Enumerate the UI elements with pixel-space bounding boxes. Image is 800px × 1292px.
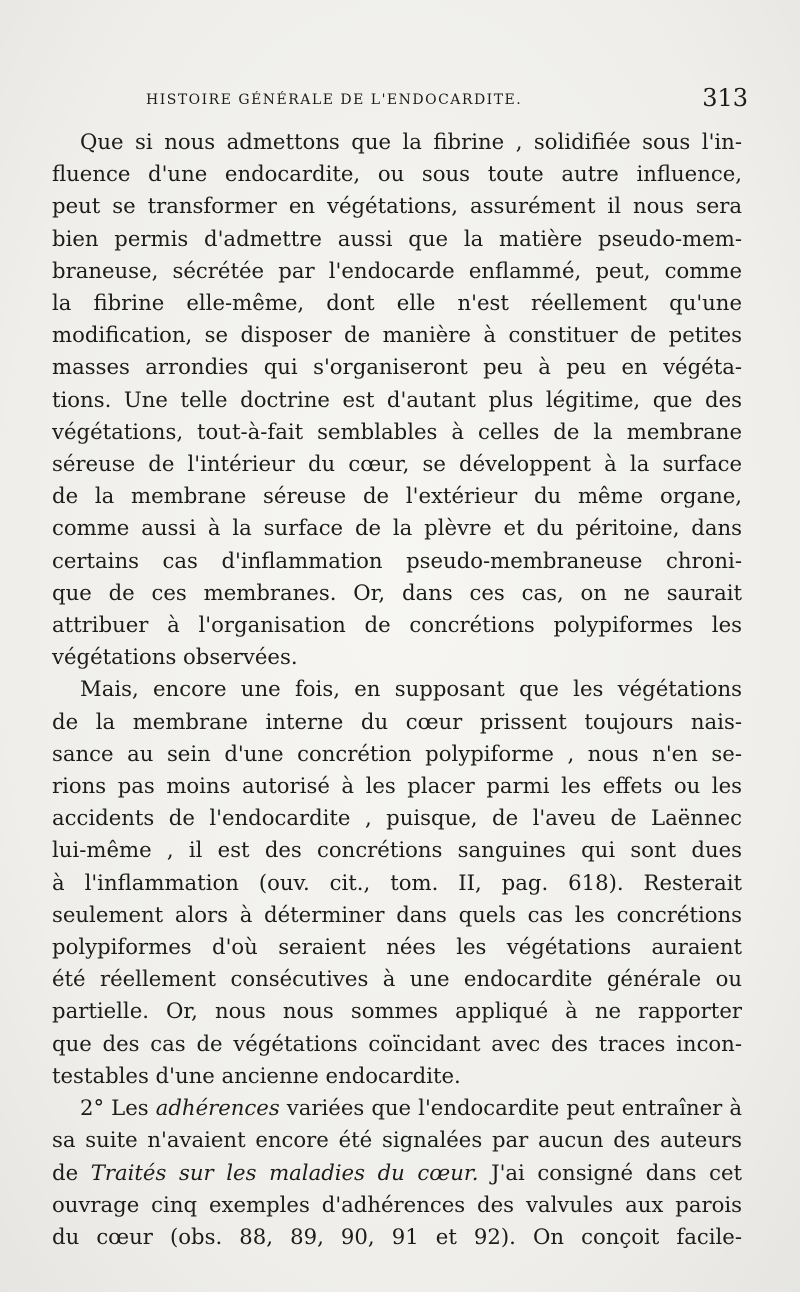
paragraph-2	[52, 673, 742, 1092]
text-line: de la membrane interne du cœur prissent toujours nais-	[52, 708, 742, 734]
text-line: bien permis d'admettre aussi que la matière pseudo-mem-	[52, 225, 742, 251]
paragraph-3	[52, 1092, 742, 1253]
paragraph-1	[52, 126, 742, 673]
text-line: attribuer à l'organisation de concrétions polypiformes les	[52, 612, 742, 638]
text-line: polypiformes d'où seraient nées les végétations auraient	[52, 934, 742, 960]
text-line: sance au sein d'une concrétion polypiforme , nous n'en se-	[52, 740, 742, 766]
text-line: du cœur (obs. 88, 89, 90, 91 et 92). On conçoit facile-	[52, 1223, 742, 1249]
text-line: testables d'une ancienne endocardite.	[52, 1062, 461, 1088]
text-line: la fibrine elle-même, dont elle n'est réellement qu'une	[52, 290, 742, 316]
body-text	[52, 126, 742, 1253]
text-line-with-italic	[52, 1092, 742, 1124]
italic-term: adhérences	[155, 1095, 280, 1121]
text-line: que des cas de végétations coïncidant avec des traces incon-	[52, 1030, 742, 1056]
text-line: ouvrage cinq exemples d'adhérences des valvules aux parois	[52, 1191, 742, 1217]
text-line: comme aussi à la surface de la plèvre et du péritoine, dans	[52, 515, 742, 541]
text-line: végétations observées.	[52, 644, 298, 670]
text-segment: de	[52, 1159, 91, 1185]
text-line: sa suite n'avaient encore été signalées par aucun des auteurs	[52, 1127, 742, 1153]
text-line: masses arrondies qui s'organiseront peu à peu en végéta-	[52, 354, 742, 380]
text-line: braneuse, sécrétée par l'endocarde enflammé, peut, comme	[52, 257, 742, 283]
text-line: rions pas moins autorisé à les placer parmi les effets ou les	[52, 773, 742, 799]
text-segment: variées que l'endocardite peut entraîner à	[279, 1095, 742, 1121]
text-line: séreuse de l'intérieur du cœur, se développent à la surface	[52, 451, 742, 477]
text-line: tions. Une telle doctrine est d'autant plus légitime, que des	[52, 386, 742, 412]
text-line: végétations, tout-à-fait semblables à celles de la membrane	[52, 418, 742, 444]
text-line: été réellement consécutives à une endocardite générale ou	[52, 966, 742, 992]
text-line: lui-même , il est des concrétions sanguines qui sont dues	[52, 837, 742, 863]
text-line: de la membrane séreuse de l'extérieur du même organe,	[52, 483, 742, 509]
page-number: 313	[702, 84, 748, 112]
text-line: modification, se disposer de manière à constituer de petites	[52, 322, 742, 348]
text-segment: J'ai consigné dans cet	[478, 1159, 742, 1185]
text-line: Mais, encore une fois, en supposant que les végétations	[80, 676, 742, 702]
text-line: fluence d'une endocardite, ou sous toute autre influence,	[52, 161, 742, 187]
text-line: Que si nous admettons que la fibrine , solidifiée sous l'in-	[80, 129, 742, 154]
text-line: partielle. Or, nous nous sommes appliqué à ne rapporter	[52, 998, 742, 1024]
text-line-with-italic	[52, 1157, 742, 1189]
page-header	[52, 82, 748, 122]
text-line: peut se transformer en végétations, assurément il nous sera	[52, 193, 742, 219]
text-line: seulement alors à déterminer dans quels cas les concrétions	[52, 901, 742, 927]
text-line: à l'inflammation (ouv. cit., tom. II, pag. 618). Resterait	[52, 869, 742, 895]
text-line: certains cas d'inflammation pseudo-membraneuse chroni-	[52, 547, 742, 573]
italic-title: Traités sur les maladies du cœur.	[90, 1159, 479, 1185]
text-line: accidents de l'endocardite , puisque, de l'aveu de Laënnec	[52, 805, 742, 831]
text-line: que de ces membranes. Or, dans ces cas, on ne saurait	[52, 579, 742, 605]
text-segment: 2° Les	[80, 1095, 156, 1121]
running-title: HISTOIRE GÉNÉRALE DE L'ENDOCARDITE.	[146, 92, 523, 108]
